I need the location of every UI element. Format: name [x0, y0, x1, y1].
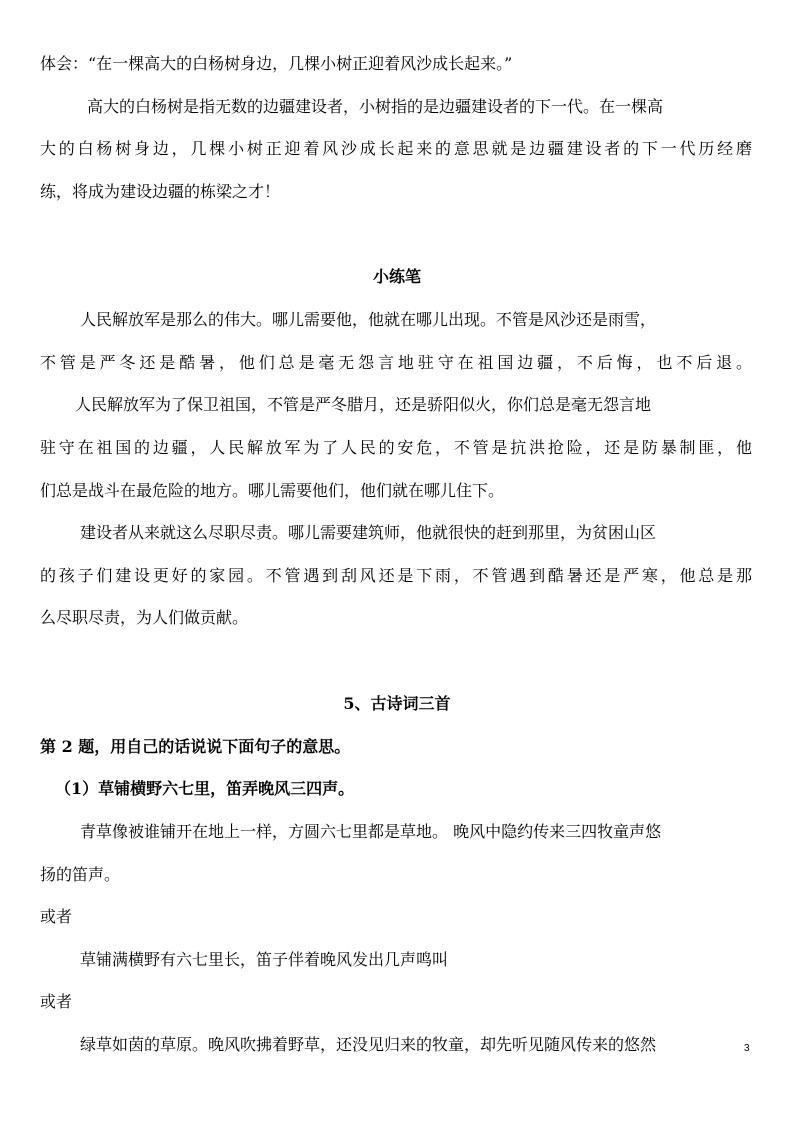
- question-item: （1）草铺横野六七里，笛弄晚风三四声。: [55, 779, 355, 798]
- text-line: 驻守在祖国的边疆，人民解放军为了人民的安危，不管是抗洪抢险，还是防暴制匪，他: [40, 438, 752, 457]
- question-heading: 第 2 题，用自己的话说说下面句子的意思。: [40, 737, 351, 756]
- text-line: 大的白杨树身边，几棵小树正迎着风沙成长起来的意思就是边疆建设者的下一代历经磨: [40, 139, 752, 158]
- page-number: 3: [744, 1043, 750, 1054]
- text-line: 或者: [40, 907, 73, 926]
- text-line: 高大的白杨树是指无数的边疆建设者，小树指的是边疆建设者的下一代。在一棵高: [87, 97, 664, 116]
- text-line: 或者: [40, 992, 73, 1011]
- section-title: 小练笔: [372, 267, 421, 286]
- text-line: 的孩子们建设更好的家园。不管遇到刮风还是下雨，不管遇到酷暑还是严寒，他总是那: [40, 566, 752, 585]
- text-line: 们总是战斗在最危险的地方。哪儿需要他们，他们就在哪儿住下。: [40, 481, 505, 500]
- text-line: 绿草如茵的草原。晚风吹拂着野草，还没见归来的牧童，却先听见随风传来的悠然: [80, 1035, 657, 1054]
- section-title: 5、古诗词三首: [343, 694, 451, 713]
- text-line: 建设者从来就这么尽职尽责。哪儿需要建筑师，他就很快的赶到那里，为贫困山区: [80, 523, 657, 542]
- text-line: 不管是严冬还是酷暑，他们总是毫无怨言地驻守在祖国边疆，不后悔，也不后退。: [40, 353, 752, 372]
- text-line: 扬的笛声。: [40, 865, 121, 884]
- text-line: 练，将成为建设边疆的栋梁之才！: [40, 182, 281, 201]
- text-line: 青草像被谁铺开在地上一样，方圆六七里都是草地。 晚风中隐约传来三四牧童声悠: [80, 822, 662, 841]
- text-line: 草铺满横野有六七里长，笛子伴着晚风发出几声鸣叫: [80, 950, 449, 969]
- text-line: 体会：“在一棵高大的白杨树身边，几棵小树正迎着风沙成长起来。”: [40, 54, 513, 73]
- text-line: 么尽职尽责，为人们做贡献。: [40, 608, 249, 627]
- text-line: 人民解放军为了保卫祖国，不管是严冬腊月，还是骄阳似火，你们总是毫无怨言地: [75, 395, 652, 414]
- text-line: 人民解放军是那么的伟大。哪儿需要他，他就在哪儿出现。不管是风沙还是雨雪，: [80, 310, 657, 329]
